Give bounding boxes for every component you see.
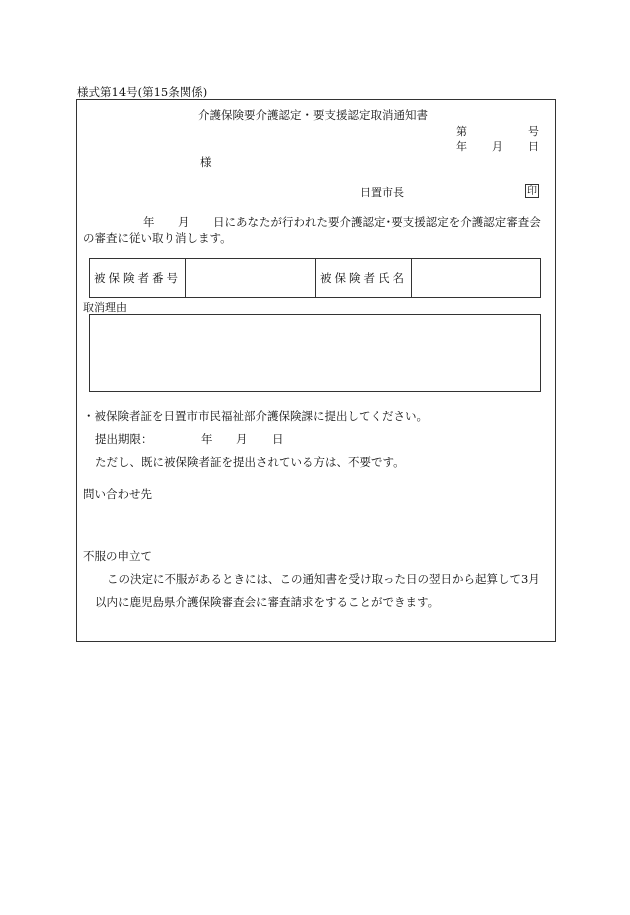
- form-number: 様式第14号(第15条関係): [77, 85, 208, 99]
- body-year: 年: [143, 215, 155, 229]
- addressee-suffix: 様: [200, 155, 212, 169]
- document-title: 介護保険要介護認定・要支援認定取消通知書: [198, 108, 428, 122]
- insured-number-label: 被保険者番号: [90, 259, 186, 297]
- date-year: 年: [456, 140, 467, 153]
- number-prefix: 第: [456, 125, 467, 138]
- deadline-day: 日: [272, 432, 284, 446]
- appeal-heading: 不服の申立て: [83, 549, 152, 563]
- notice-line1: ・被保険者証を日置市市民福祉部介護保険課に提出してください。: [83, 409, 428, 423]
- number-suffix: 号: [528, 125, 539, 138]
- deadline-year: 年: [201, 432, 213, 446]
- inquiry-label: 問い合わせ先: [83, 487, 152, 501]
- appeal-line2: 以内に鹿児島県介護保険審査会に審査請求をすることができます。: [95, 595, 440, 609]
- body-month: 月: [178, 215, 190, 229]
- date-month: 月: [492, 140, 503, 153]
- reason-label: 取消理由: [83, 301, 127, 314]
- issuer: 日置市長: [360, 186, 404, 199]
- reason-field[interactable]: [89, 314, 541, 392]
- appeal-line1: この決定に不服があるときには、この通知書を受け取った日の翌日から起算して3月: [107, 572, 540, 586]
- deadline-month: 月: [236, 432, 248, 446]
- insured-name-field[interactable]: [412, 259, 540, 297]
- body-text-line1: 日にあなたが行われた要介護認定･要支援認定を介護認定審査会: [213, 215, 541, 229]
- notice-line3: ただし、既に被保険者証を提出されている方は、不要です。: [95, 455, 405, 469]
- deadline-label: 提出期限：: [95, 432, 153, 446]
- seal-mark: 印: [527, 186, 537, 197]
- body-text-line2: の審査に従い取り消します。: [83, 231, 232, 245]
- insured-info-table: [89, 258, 541, 298]
- insured-number-field[interactable]: [186, 259, 316, 297]
- date-day: 日: [528, 140, 539, 153]
- insured-name-label: 被保険者氏名: [316, 259, 412, 297]
